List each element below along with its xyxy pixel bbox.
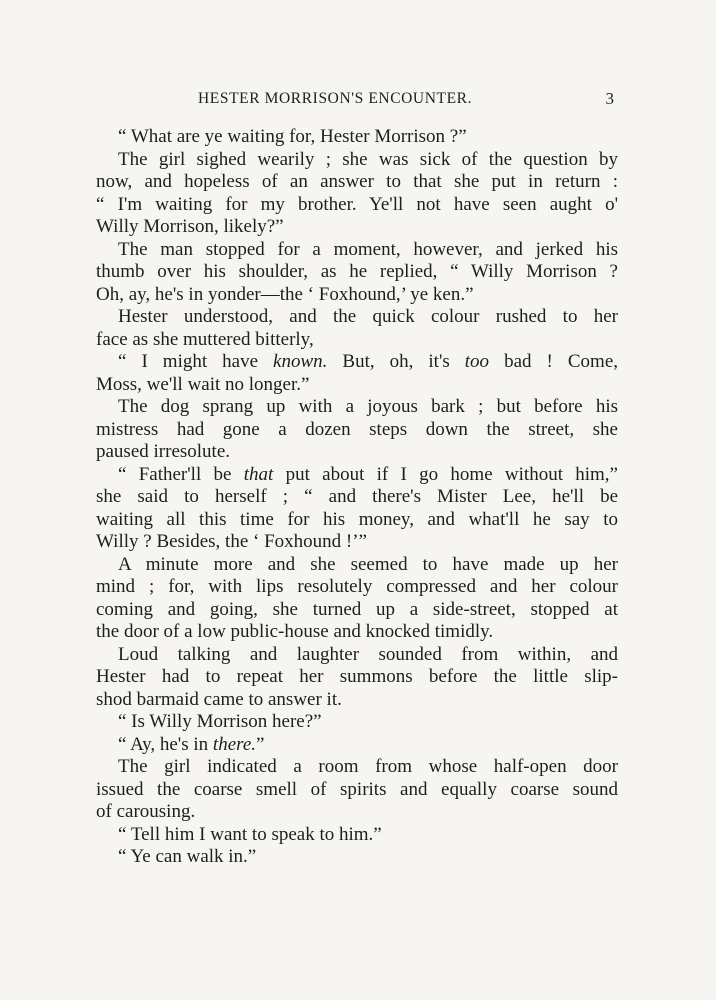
text-line [96, 464, 618, 487]
page-number: 3 [605, 89, 614, 108]
text-line [96, 351, 618, 374]
text-line: The girl sighed wearily ; she was sick of the question by [118, 148, 618, 170]
text-line: of carousing. [96, 801, 196, 822]
text-line: issued the coarse smell of spirits and equally coarse sound [96, 778, 618, 800]
text-line: the door of a low public-house and knocked timidly. [96, 621, 494, 642]
italic-text: that [243, 463, 274, 485]
running-title: HESTER MORRISON'S ENCOUNTER. [198, 90, 473, 107]
text-span: But, oh, it's [327, 351, 465, 372]
text-line: mind ; for, with lips resolutely compressed and her colour [96, 576, 618, 597]
text-line: coming and going, she turned up a side-street, stopped at [96, 598, 618, 620]
text-line: “ I'm waiting for my brother. Ye'll not have seen aught o' [96, 193, 618, 215]
text-line: shod barmaid came to answer it. [96, 688, 342, 710]
text-line: waiting all this time for his money, and what'll he say to [96, 508, 618, 530]
text-line: The girl indicated a room from whose half-open door [118, 756, 618, 777]
text-line: “ What are ye waiting for, Hester Morrison ?” [118, 126, 467, 147]
text-line: A minute more and she seemed to have made up her [118, 553, 618, 575]
text-line: Willy Morrison, likely?” [96, 216, 284, 237]
text-line: Willy ? Besides, the ‘ Foxhound !’” [96, 531, 367, 552]
body-text [96, 126, 618, 869]
text-line: The man stopped for a moment, however, and jerked his [118, 238, 618, 260]
text-line: thumb over his shoulder, as he replied, “ Willy Morrison ? [96, 261, 618, 282]
text-line: now, and hopeless of an answer to that she put in return : [96, 171, 618, 192]
text-line: mistress had gone a dozen steps down the street, she [96, 418, 618, 440]
text-line: Moss, we'll wait no longer.” [96, 373, 310, 395]
text-span: ” [256, 733, 265, 755]
italic-text: too [464, 351, 490, 372]
text-line: The dog sprang up with a joyous bark ; but before his [118, 396, 618, 417]
text-line [96, 734, 618, 757]
text-line: face as she muttered bitterly, [96, 328, 314, 350]
italic-text: there. [212, 733, 257, 755]
text-line: Hester had to repeat her summons before the little slip- [96, 666, 618, 687]
text-line: “ Is Willy Morrison here?” [118, 711, 322, 732]
text-span: bad ! Come, [489, 351, 619, 372]
text-line: Oh, ay, he's in yonder—the ‘ Foxhound,’ ye ken.” [96, 283, 474, 305]
text-line: “ Tell him I want to speak to him.” [118, 823, 382, 845]
text-line: she said to herself ; “ and there's Mister Lee, he'll be [96, 486, 618, 507]
text-span: put about if I go home without him,” [273, 463, 618, 485]
italic-text: known. [273, 351, 328, 372]
text-span: “ I might have [118, 351, 274, 372]
page-header [96, 86, 616, 110]
text-span: “ Ay, he's in [118, 733, 213, 755]
text-line: “ Ye can walk in.” [118, 846, 257, 867]
text-line: paused irresolute. [96, 441, 231, 462]
text-line: Loud talking and laughter sounded from within, and [118, 643, 618, 665]
text-line: Hester understood, and the quick colour rushed to her [118, 306, 618, 327]
text-span: “ Father'll be [118, 463, 244, 485]
